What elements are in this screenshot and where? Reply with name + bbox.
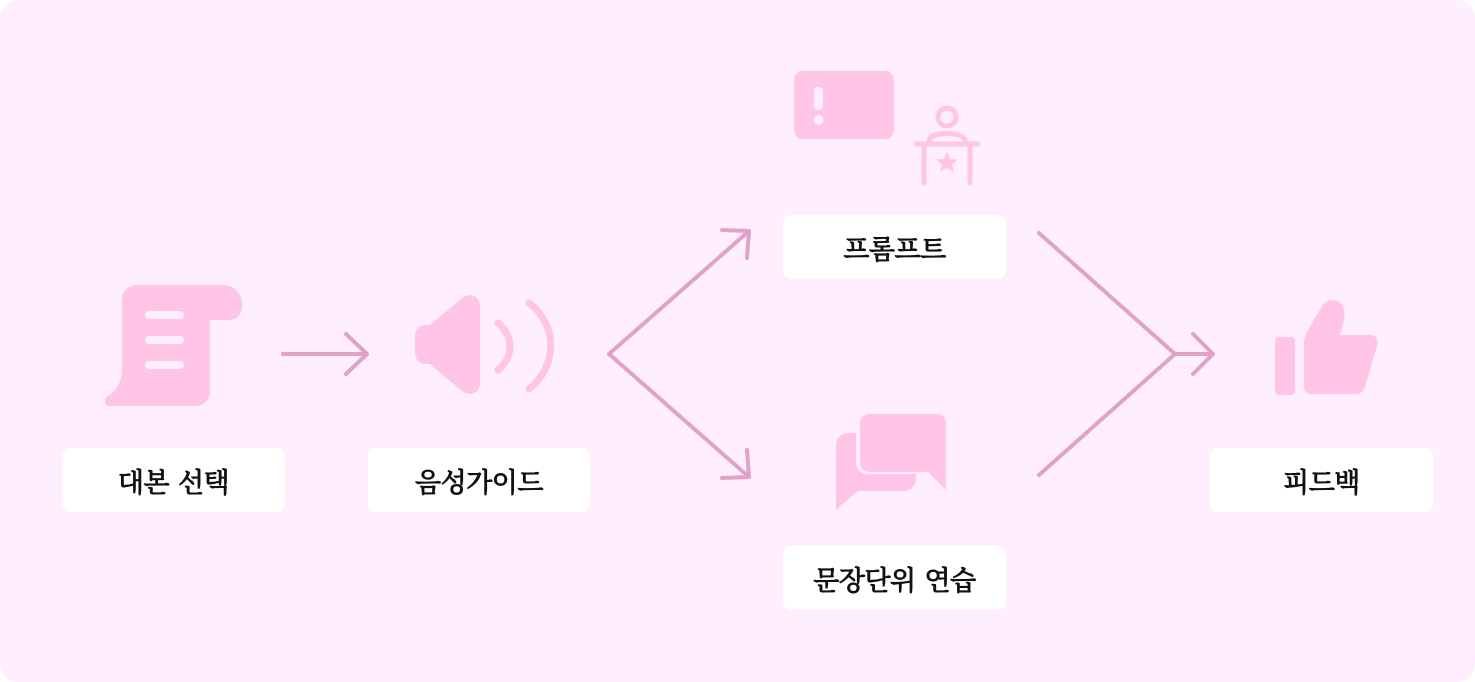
step-label-sentence-practice: 문장단위 연습 [783, 546, 1006, 610]
teleprompter-icon [794, 71, 978, 183]
chat-bubbles-icon [836, 410, 951, 510]
speaker-icon [415, 295, 480, 394]
sound-waves [498, 303, 551, 389]
arrow-prompt-to-feedback [1039, 233, 1175, 354]
arrow-voice-to-prompt [609, 230, 749, 354]
step-label-voice-guide: 음성가이드 [368, 448, 590, 512]
thumbs-up-icon [1275, 300, 1378, 395]
scroll-icon [105, 285, 242, 406]
step-label-prompt: 프롬프트 [783, 215, 1006, 279]
arrow-practice-to-feedback [1039, 334, 1213, 475]
arrow-script-to-voice [283, 334, 367, 374]
step-label-feedback: 피드백 [1210, 448, 1433, 512]
step-label-script-select: 대본 선택 [62, 448, 285, 512]
arrow-voice-to-practice [609, 354, 749, 478]
